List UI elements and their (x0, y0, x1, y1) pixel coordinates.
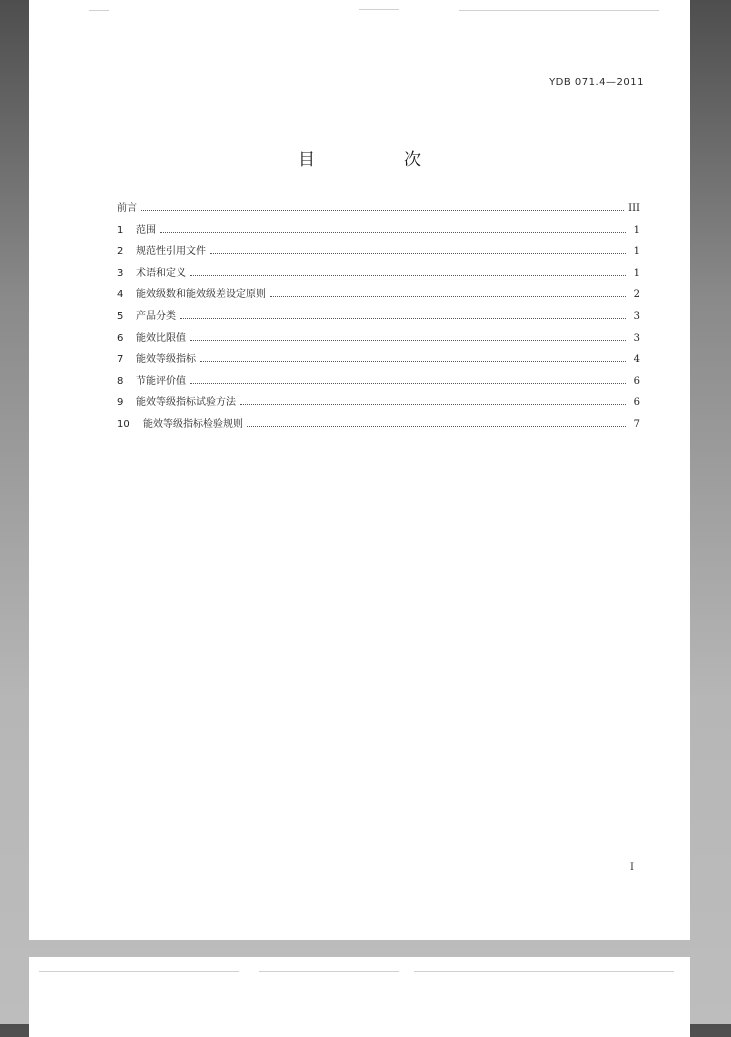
toc-leader-dots (240, 403, 626, 405)
toc-leader-dots (141, 209, 624, 211)
toc-entry-page: 3 (633, 332, 640, 344)
toc-entry-8[interactable] (117, 372, 640, 394)
toc-entry-label: 能效级数和能效级差设定原则 (136, 289, 266, 301)
next-document-page (29, 957, 690, 1037)
toc-entry-label: 术语和定义 (136, 267, 186, 279)
scan-artifact (359, 9, 399, 10)
toc-entry-number: 5 (117, 310, 124, 322)
toc-entry-page: 1 (633, 224, 640, 236)
toc-entry-4[interactable] (117, 285, 640, 307)
toc-entry-label: 节能评价值 (136, 375, 186, 387)
toc-entry-number: 8 (117, 375, 124, 387)
toc-entry-9[interactable] (117, 393, 640, 415)
scan-artifact (459, 10, 659, 11)
scan-artifact (414, 971, 674, 972)
toc-entry-label: 产品分类 (136, 310, 176, 322)
toc-entry-number: 9 (117, 397, 124, 409)
toc-entry-label: 能效等级指标 (136, 354, 196, 366)
toc-leader-dots (200, 360, 626, 362)
toc-entry-10[interactable] (117, 415, 640, 437)
toc-entry-page: 1 (633, 246, 640, 258)
toc-entry-number: 4 (117, 289, 124, 301)
toc-leader-dots (190, 274, 626, 276)
toc-entry-label: 能效比限值 (136, 332, 186, 344)
toc-entry-number: 3 (117, 267, 124, 279)
scan-artifact (259, 971, 399, 972)
toc-entry-page: 7 (633, 418, 640, 430)
toc-entry-page: 3 (633, 310, 640, 322)
document-page (29, 0, 690, 940)
standard-code: YDB 071.4—2011 (549, 77, 644, 88)
toc-leader-dots (270, 295, 626, 297)
toc-entry-page: 4 (633, 354, 640, 366)
toc-entry-2[interactable] (117, 242, 640, 264)
toc-entry-label: 能效等级指标检验规则 (143, 418, 243, 430)
toc-leader-dots (210, 252, 626, 254)
toc-entry-page: III (628, 203, 640, 214)
toc-entry-7[interactable] (117, 350, 640, 372)
toc-title: 目 次 (298, 150, 457, 170)
toc-entry-page: 6 (633, 375, 640, 387)
toc-entry-number: 2 (117, 246, 124, 258)
toc-entry-page: 2 (633, 289, 640, 301)
toc-entry-label: 规范性引用文件 (136, 246, 206, 258)
toc-entry-label: 前言 (117, 203, 137, 214)
toc-leader-dots (190, 382, 626, 384)
toc-leader-dots (190, 339, 626, 341)
toc-entry-3[interactable] (117, 264, 640, 286)
toc-entry-number: 6 (117, 332, 124, 344)
toc-entry-number: 1 (117, 224, 124, 236)
page-number: I (630, 862, 634, 873)
toc-leader-dots (180, 317, 626, 319)
toc-leader-dots (160, 231, 626, 233)
toc-entry-foreword[interactable] (117, 199, 640, 221)
table-of-contents (117, 199, 640, 437)
toc-entry-number: 10 (117, 418, 130, 430)
toc-entry-page: 1 (633, 267, 640, 279)
toc-leader-dots (247, 425, 626, 427)
toc-entry-label: 能效等级指标试验方法 (136, 397, 236, 409)
scan-artifact (39, 971, 239, 972)
scan-artifact (89, 10, 109, 11)
toc-entry-6[interactable] (117, 329, 640, 351)
toc-entry-page: 6 (633, 397, 640, 409)
toc-entry-5[interactable] (117, 307, 640, 329)
toc-entry-1[interactable] (117, 221, 640, 243)
toc-entry-label: 范围 (136, 224, 156, 236)
toc-entry-number: 7 (117, 354, 124, 366)
